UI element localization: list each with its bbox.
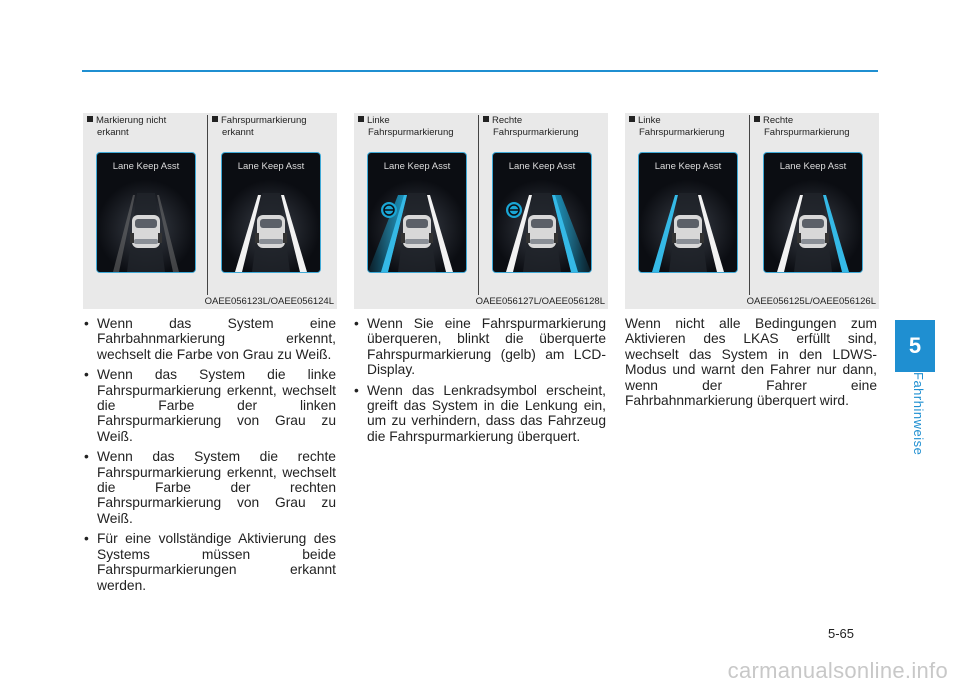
figure-1-caption-right xyxy=(212,115,307,139)
panel-title: Lane Keep Asst xyxy=(237,161,305,172)
chapter-number-tab[interactable]: 5 xyxy=(895,320,935,372)
steering-wheel-icon xyxy=(381,202,397,218)
caption-line: Markierung nicht xyxy=(96,115,167,126)
steering-wheel-icon xyxy=(506,202,522,218)
square-bullet-icon xyxy=(483,116,489,122)
caption-line: Fahrspurmarkierung xyxy=(764,127,850,138)
caption-line: Linke xyxy=(367,115,390,126)
caption-line: Fahrspurmarkierung xyxy=(221,115,307,126)
panel-title: Lane Keep Asst xyxy=(112,161,180,172)
lcd-panel-left-warning xyxy=(638,152,738,273)
bullet-item: • Wenn das Lenkradsymbol erscheint, greift das System in die Lenkung ein, um zu verhindern, dass das Fahrzeug die Fahrspurmarkierung überquert. xyxy=(354,383,606,445)
panel-title: Lane Keep Asst xyxy=(383,161,451,172)
header-rule xyxy=(82,70,878,72)
car-icon xyxy=(401,215,433,248)
watermark: carmanualsonline.info xyxy=(727,658,948,683)
car-icon xyxy=(672,215,704,248)
car-icon xyxy=(130,215,162,248)
lcd-panel-marking-detected xyxy=(221,152,321,273)
bullet-item: • Wenn Sie eine Fahrspurmarkierung überqueren, blinkt die überquerte Fahrspurmarkierung (gelb) am LCD-Display. xyxy=(354,316,606,378)
figure-code: OAEE056127L/OAEE056128L xyxy=(475,296,605,307)
bullet-item: • Für eine vollständige Aktivierung des Systems müssen beide Fahrspurmarkierungen erkannt werden. xyxy=(84,531,336,593)
figure-divider xyxy=(207,115,208,295)
text-column-1 xyxy=(84,316,336,598)
caption-line: erkannt xyxy=(222,127,254,138)
car-icon xyxy=(255,215,287,248)
paragraph: Wenn nicht alle Bedingungen zum Aktivieren des LKAS erfüllt sind, wechselt das System in den LDWS-Modus und warnt den Fahrer nur dann, wenn der Fahrer eine Fahrbahnmarkierung überquert wird. xyxy=(625,316,877,409)
caption-line: Linke xyxy=(638,115,661,126)
square-bullet-icon xyxy=(358,116,364,122)
figure-1-caption-left xyxy=(87,115,166,139)
figure-2 xyxy=(354,113,608,309)
figure-3-caption-left xyxy=(629,115,725,139)
panel-title: Lane Keep Asst xyxy=(654,161,722,172)
text-column-3 xyxy=(625,316,877,408)
caption-line: Rechte xyxy=(492,115,523,126)
square-bullet-icon xyxy=(754,116,760,122)
car-icon xyxy=(526,215,558,248)
bullet-item: • Wenn das System die rechte Fahrspurmarkierung erkennt, wechselt die Farbe der rechten Fahrspurmarkierung von Grau zu Weiß. xyxy=(84,449,336,526)
car-icon xyxy=(797,215,829,248)
lcd-panel-no-marking xyxy=(96,152,196,273)
figure-code: OAEE056123L/OAEE056124L xyxy=(204,296,334,307)
figure-1 xyxy=(83,113,337,309)
figure-divider xyxy=(749,115,750,295)
caption-line: Rechte xyxy=(763,115,794,126)
panel-title: Lane Keep Asst xyxy=(508,161,576,172)
panel-title: Lane Keep Asst xyxy=(779,161,847,172)
text-column-2 xyxy=(354,316,606,449)
caption-line: Fahrspurmarkierung xyxy=(493,127,579,138)
square-bullet-icon xyxy=(629,116,635,122)
caption-line: Fahrspurmarkierung xyxy=(639,127,725,138)
figure-divider xyxy=(478,115,479,295)
bullet-item: • Wenn das System die linke Fahrspurmarkierung erkennt, wechselt die Farbe der linken Fahrspurmarkierung von Grau zu Weiß. xyxy=(84,367,336,444)
square-bullet-icon xyxy=(87,116,93,122)
bullet-item: • Wenn das System eine Fahrbahnmarkierung erkennt, wechselt die Farbe von Grau zu Weiß. xyxy=(84,316,336,362)
caption-line: erkannt xyxy=(97,127,129,138)
chapter-label: Fahrhinweise xyxy=(911,371,926,455)
figure-3-caption-right xyxy=(754,115,850,139)
figure-2-caption-right xyxy=(483,115,579,139)
figure-code: OAEE056125L/OAEE056126L xyxy=(746,296,876,307)
figure-3 xyxy=(625,113,879,309)
page-number: 5-65 xyxy=(827,626,854,641)
lcd-panel-right-crossing xyxy=(492,152,592,273)
caption-line: Fahrspurmarkierung xyxy=(368,127,454,138)
figure-2-caption-left xyxy=(358,115,454,139)
lcd-panel-left-crossing xyxy=(367,152,467,273)
lcd-panel-right-warning xyxy=(763,152,863,273)
square-bullet-icon xyxy=(212,116,218,122)
